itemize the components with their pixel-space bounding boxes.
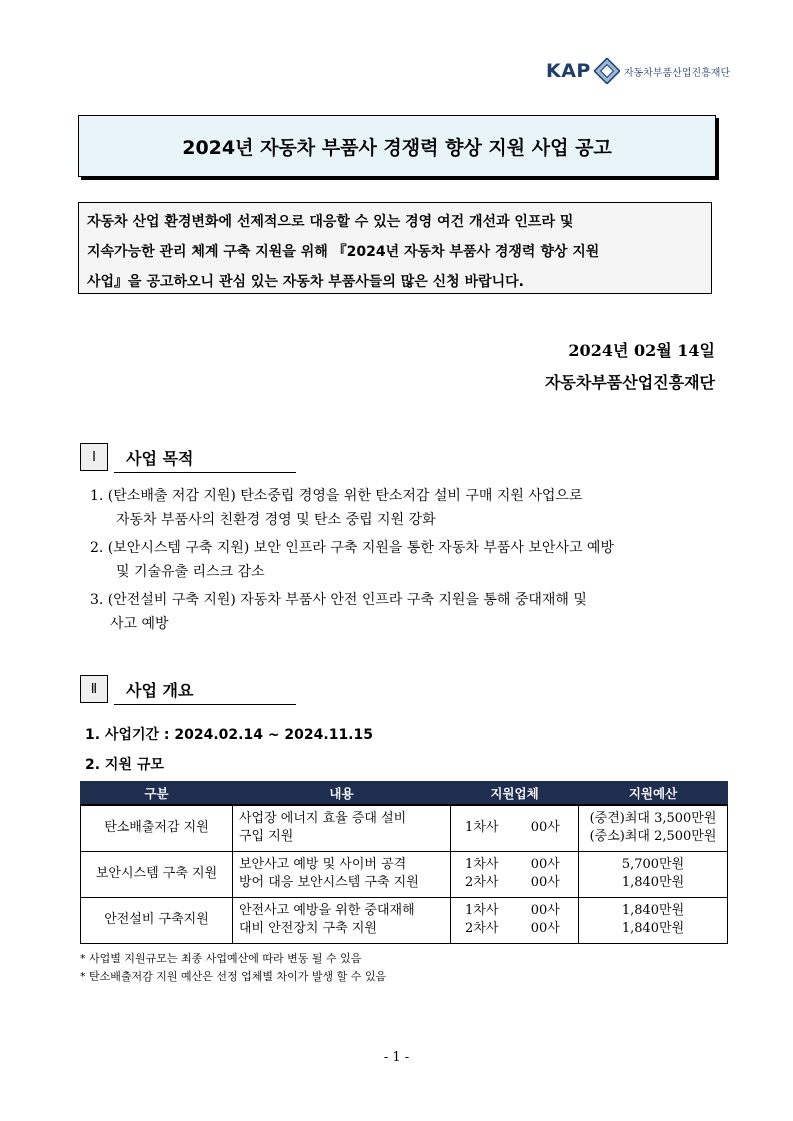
budget-line: 1,840만원 bbox=[621, 921, 685, 936]
cell-budget bbox=[579, 897, 728, 943]
cell-category: 보안시스템 구축 지원 bbox=[81, 851, 233, 897]
purpose-line: 자동차 부품사의 친환경 경영 및 탄소 중립 지원 강화 bbox=[116, 512, 436, 528]
cell-count bbox=[513, 851, 579, 897]
cell-tier bbox=[451, 851, 513, 897]
cell-category: 안전설비 구축지원 bbox=[81, 897, 233, 943]
announcement-date: 2024년 02월 14일 bbox=[568, 341, 715, 360]
page-title: 2024년 자동차 부품사 경쟁력 향상 지원 사업 공고 bbox=[182, 136, 612, 159]
intro-line: 지속가능한 관리 체계 구축 지원을 위해 『2024년 자동차 부품사 경쟁력 향상 지원 bbox=[87, 244, 600, 260]
table-row bbox=[81, 851, 728, 897]
intro-line: 자동차 산업 환경변화에 선제적으로 대응할 수 있는 경영 여건 개선과 인프라 및 bbox=[87, 214, 574, 230]
kap-logo bbox=[546, 58, 730, 84]
cell-tier bbox=[451, 897, 513, 943]
business-period: 1. 사업기간 : 2024.02.14 ~ 2024.11.15 bbox=[85, 727, 373, 743]
count-line: 00사 bbox=[530, 857, 560, 872]
content-line: 안전사고 예방을 위한 중대재해 bbox=[239, 903, 415, 918]
cell-count bbox=[513, 805, 579, 851]
cell-budget bbox=[579, 851, 728, 897]
organization-name: 자동차부품산업진흥재단 bbox=[544, 373, 715, 392]
table-header-row bbox=[81, 782, 728, 806]
footnote: * 사업별 지원규모는 최종 사업예산에 따라 변동 될 수 있음 bbox=[80, 952, 362, 965]
cell-count bbox=[513, 897, 579, 943]
tier-line: 1차사 bbox=[465, 820, 499, 836]
purpose-item bbox=[90, 588, 730, 636]
header-category: 구분 bbox=[81, 782, 233, 806]
section-underline bbox=[114, 472, 296, 473]
header-content: 내용 bbox=[233, 782, 451, 806]
header-budget: 지원예산 bbox=[579, 782, 728, 806]
count-line: 00사 bbox=[530, 875, 560, 890]
cell-content bbox=[233, 851, 451, 897]
table-row bbox=[81, 897, 728, 943]
budget-line: 5,700만원 bbox=[621, 857, 685, 872]
content-line: 대비 안전장치 구축 지원 bbox=[239, 921, 377, 936]
page-number: - 1 - bbox=[383, 1050, 410, 1065]
purpose-item bbox=[90, 484, 730, 532]
purpose-line: 1. (탄소배출 저감 지원) 탄소중립 경영을 위한 탄소저감 설비 구매 지원 사업으로 bbox=[90, 488, 583, 504]
intro-box bbox=[78, 202, 712, 294]
count-line: 00사 bbox=[530, 903, 560, 918]
table-row bbox=[81, 805, 728, 851]
purpose-item bbox=[90, 536, 730, 584]
purpose-line: 2. (보안시스템 구축 지원) 보안 인프라 구축 지원을 통한 자동차 부품사 보안사고 예방 bbox=[90, 540, 614, 556]
cell-budget bbox=[579, 805, 728, 851]
section-number: Ⅰ bbox=[80, 443, 108, 471]
purpose-line: 3. (안전설비 구축 지원) 자동차 부품사 안전 인프라 구축 지원을 통해 중대재해 및 bbox=[90, 592, 587, 608]
logo-brand: KAP bbox=[546, 60, 591, 82]
cell-content bbox=[233, 805, 451, 851]
budget-line: (중견)최대 3,500만원 bbox=[589, 811, 717, 827]
purpose-line: 사고 예방 bbox=[110, 616, 169, 632]
support-scale-heading: 2. 지원 규모 bbox=[85, 757, 164, 773]
logo-org-name: 자동차부품산업진흥재단 bbox=[623, 67, 731, 79]
tier-line: 2차사 bbox=[465, 921, 499, 936]
tier-line: 2차사 bbox=[465, 875, 499, 890]
cell-tier bbox=[451, 805, 513, 851]
content-line: 보안사고 예방 및 사이버 공격 bbox=[239, 857, 407, 872]
count-line: 00사 bbox=[530, 921, 560, 936]
section-number: Ⅱ bbox=[80, 675, 108, 703]
section-header-overview bbox=[80, 674, 193, 704]
tier-line: 1차사 bbox=[465, 903, 499, 918]
header-companies: 지원업체 bbox=[451, 782, 579, 806]
budget-line: 1,840만원 bbox=[621, 903, 685, 918]
section-title: 사업 목적 bbox=[126, 448, 194, 468]
section-underline bbox=[114, 704, 296, 705]
content-line: 방어 대응 보안시스템 구축 지원 bbox=[239, 875, 419, 890]
budget-line: (중소)최대 2,500만원 bbox=[589, 829, 717, 845]
support-scale-table bbox=[80, 781, 728, 944]
intro-line: 사업』을 공고하오니 관심 있는 자동차 부품사들의 많은 신청 바랍니다. bbox=[87, 274, 524, 290]
content-line: 사업장 에너지 효율 증대 설비 bbox=[239, 811, 407, 827]
section-title: 사업 개요 bbox=[126, 680, 194, 700]
cell-category: 탄소배출저감 지원 bbox=[81, 805, 233, 851]
section-header-purpose bbox=[80, 442, 193, 472]
cell-content bbox=[233, 897, 451, 943]
content-line: 구입 지원 bbox=[239, 829, 294, 845]
title-box bbox=[78, 115, 716, 177]
count-line: 00사 bbox=[530, 820, 560, 836]
budget-line: 1,840만원 bbox=[621, 875, 685, 890]
footnote: * 탄소배출저감 지원 예산은 선정 업체별 차이가 발생 할 수 있음 bbox=[80, 970, 387, 983]
diamond-logo-icon bbox=[594, 58, 620, 84]
tier-line: 1차사 bbox=[465, 857, 499, 872]
purpose-line: 및 기술유출 리스크 감소 bbox=[116, 564, 265, 580]
